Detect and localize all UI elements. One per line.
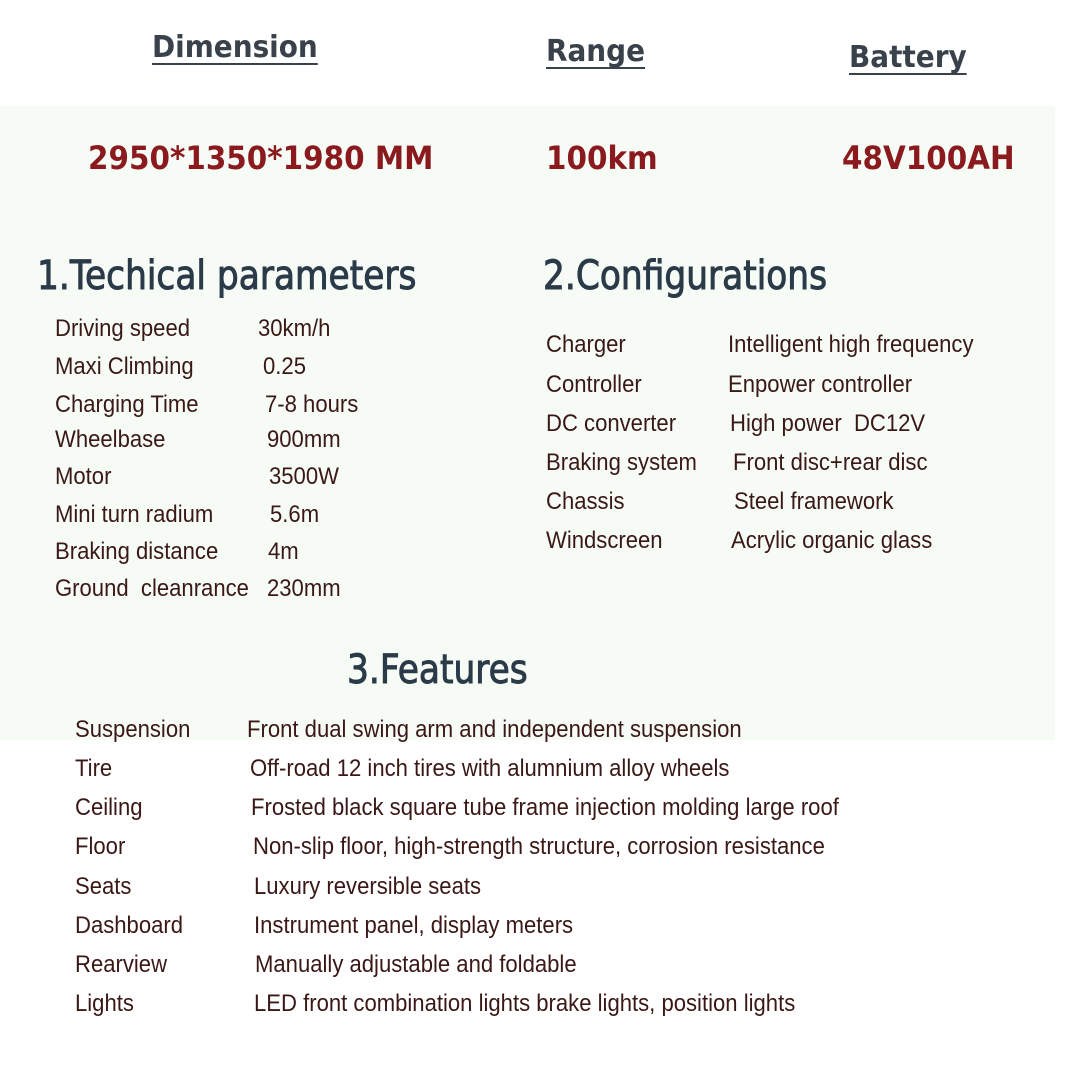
feature-value: Front dual swing arm and independent suspension	[247, 716, 742, 743]
config-value: Steel framework	[734, 488, 894, 515]
spec-value: 230mm	[267, 575, 341, 602]
technical-parameters-title: 1.Techical parameters	[37, 253, 417, 299]
config-value: Front disc+rear disc	[733, 449, 928, 476]
feature-value: Manually adjustable and foldable	[255, 951, 577, 978]
feature-label: Suspension	[75, 716, 191, 743]
configurations-title: 2.Configurations	[543, 253, 828, 299]
spec-label: Ground cleanrance	[55, 575, 249, 602]
spec-value: 0.25	[263, 353, 306, 380]
feature-label: Tire	[75, 755, 113, 782]
config-label: Controller	[546, 371, 642, 398]
config-label: Chassis	[546, 488, 625, 515]
spec-value: 30km/h	[258, 315, 331, 342]
config-label: Windscreen	[546, 527, 663, 554]
spec-label: Maxi Climbing	[55, 353, 194, 380]
battery-heading: Battery	[849, 40, 967, 75]
spec-label: Mini turn radium	[55, 501, 214, 528]
config-label: Charger	[546, 331, 626, 358]
feature-value: Luxury reversible seats	[254, 873, 482, 900]
spec-value: 4m	[268, 538, 299, 565]
config-value: Intelligent high frequency	[728, 331, 974, 358]
dimension-value: 2950*1350*1980 MM	[88, 139, 434, 177]
feature-label: Dashboard	[75, 912, 184, 939]
feature-value: Non-slip floor, high-strength structure, corrosion resistance	[253, 833, 825, 860]
dimension-heading: Dimension	[152, 30, 318, 65]
spec-label: Driving speed	[55, 315, 191, 342]
spec-value: 7-8 hours	[265, 391, 359, 418]
spec-label: Braking distance	[55, 538, 219, 565]
spec-value: 5.6m	[270, 501, 320, 528]
config-value: Enpower controller	[728, 371, 913, 398]
range-heading: Range	[546, 34, 646, 69]
feature-label: Ceiling	[75, 794, 143, 821]
spec-value: 900mm	[267, 426, 341, 453]
features-title: 3.Features	[347, 647, 528, 693]
feature-label: Lights	[75, 990, 134, 1017]
config-value: Acrylic organic glass	[731, 527, 933, 554]
config-label: Braking system	[546, 449, 697, 476]
feature-label: Seats	[75, 873, 132, 900]
config-value: High power DC12V	[730, 410, 926, 437]
range-value: 100km	[546, 139, 658, 177]
feature-value: LED front combination lights brake lights, position lights	[254, 990, 796, 1017]
battery-value: 48V100AH	[842, 139, 1015, 177]
feature-label: Rearview	[75, 951, 168, 978]
spec-label: Wheelbase	[55, 426, 166, 453]
feature-value: Frosted black square tube frame injection molding large roof	[251, 794, 839, 821]
feature-label: Floor	[75, 833, 126, 860]
config-label: DC converter	[546, 410, 677, 437]
spec-label: Motor	[55, 463, 112, 490]
spec-label: Charging Time	[55, 391, 199, 418]
spec-value: 3500W	[269, 463, 339, 490]
feature-value: Off-road 12 inch tires with alumnium alloy wheels	[250, 755, 730, 782]
feature-value: Instrument panel, display meters	[254, 912, 574, 939]
